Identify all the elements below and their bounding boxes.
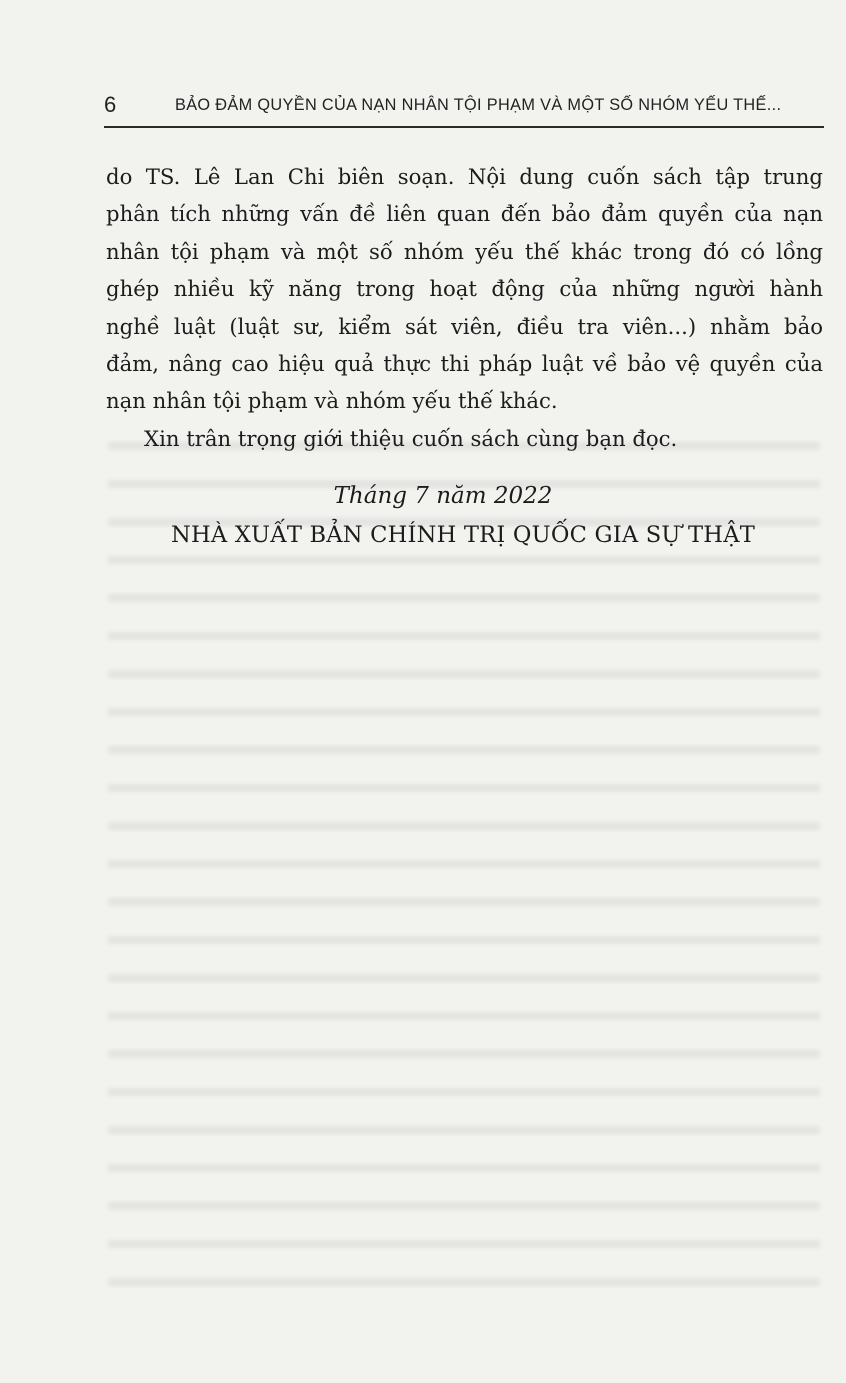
paragraph-line: nạn nhân tội phạm và nhóm yếu thế khác.	[106, 388, 558, 414]
paragraph-line: do TS. Lê Lan Chi biên soạn. Nội dung cuốn sách tập trung	[106, 164, 823, 189]
paragraph-line: đảm, nâng cao hiệu quả thực thi pháp luật về bảo vệ quyền của	[106, 351, 823, 377]
signature-date: Tháng 7 năm 2022	[333, 483, 553, 509]
bleed-through-texture	[108, 420, 820, 1300]
signature-publisher: NHÀ XUẤT BẢN CHÍNH TRỊ QUỐC GIA SỰ THẬT	[171, 522, 755, 548]
closing-paragraph: Xin trân trọng giới thiệu cuốn sách cùng bạn đọc.	[144, 425, 678, 451]
paragraph-line: nhân tội phạm và một số nhóm yếu thế khác trong đó có lồng	[106, 238, 823, 264]
paragraph-line: nghề luật (luật sư, kiểm sát viên, điều tra viên...) nhằm bảo	[106, 313, 823, 339]
body-text	[106, 158, 823, 457]
running-title: BẢO ĐẢM QUYỀN CỦA NẠN NHÂN TỘI PHẠM VÀ MỘT SỐ NHÓM YẾU THẾ...	[175, 96, 782, 114]
running-header	[104, 90, 824, 128]
paragraph-line: ghép nhiều kỹ năng trong hoạt động của những người hành	[106, 276, 823, 302]
page-number: 6	[104, 92, 117, 117]
paragraph-line: phân tích những vấn đề liên quan đến bảo đảm quyền của nạn	[106, 201, 823, 227]
